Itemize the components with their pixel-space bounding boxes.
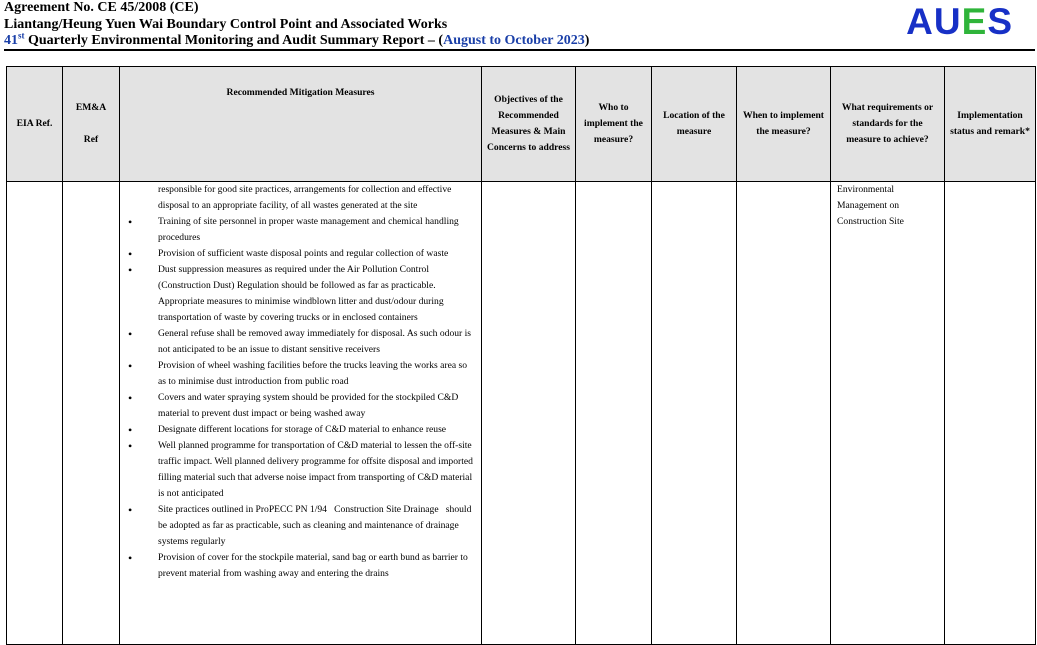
table-row [7,182,1036,645]
col-header-location: Location of the measure [652,67,737,182]
col-header-ema-ref: EM&A Ref [63,67,120,182]
report-title-close: ) [584,33,590,48]
cell-when [737,182,831,645]
project-title: Liantang/Heung Yuen Wai Boundary Control Point and Associated Works [4,16,448,32]
measure-bullet: • Covers and water spraying system should be provided for the stockpiled C&D material to prevent dust impact or being washed away [158,390,475,422]
cell-requirements [831,182,945,645]
table-header-row [7,67,1036,182]
measure-bullet: • Designate different locations for storage of C&D material to enhance reuse [158,422,475,438]
report-period: August to October 2023 [443,33,585,48]
measure-bullet: • Well planned programme for transportation of C&D material to lessen the off-site traffic impact. Well planned delivery programme for offsite disposal and imported filling material such that adverse noise impact from transporting of C&D material is not anticipated [158,438,475,502]
cell-status [945,182,1036,645]
measure-bullet: • Site practices outlined in ProPECC PN 1/94 Construction Site Drainage should be adopted as far as practicable, such as cleaning and maintenance of drainage systems regularly [158,502,475,550]
cell-who [576,182,652,645]
requirement-text: Environmental Management on Construction Site [837,184,904,227]
col-header-who: Who to implement the measure? [576,67,652,182]
mitigation-measures-table [6,66,1036,645]
report-header [4,0,589,50]
cell-location [652,182,737,645]
col-header-status: Implementation status and remark* [945,67,1036,182]
cell-objectives [482,182,576,645]
measure-bullet: • Dust suppression measures as required under the Air Pollution Control (Construction Dust) Regulation should be followed as far as practicable. Appropriate measures to minimise windblown litter and dust/odour during transportation of waste by covering trucks or in enclosed containers [158,262,475,326]
report-number-suffix: st [18,30,25,41]
measure-bullet: • Provision of sufficient waste disposal points and regular collection of waste [158,246,475,262]
measure-bullet: • Provision of cover for the stockpile material, sand bag or earth bund as barrier to prevent material from washing away and entering the drains [158,550,475,582]
col-header-objectives: Objectives of the Recommended Measures & Main Concerns to address [482,67,576,182]
col-header-eia-ref: EIA Ref. [7,67,63,182]
aues-logo: AUES [906,1,1013,42]
col-header-when: When to implement the measure? [737,67,831,182]
cell-eia-ref [7,182,63,645]
measure-bullet: • General refuse shall be removed away immediately for disposal. As such odour is not anticipated to be an issue to distant sensitive receivers [158,326,475,358]
measure-bullet: • Provision of wheel washing facilities before the trucks leaving the works area so as to minimise dust introduction from public road [158,358,475,390]
measure-continuation: responsible for good site practices, arrangements for collection and effective disposal to an appropriate facility, of all wastes generated at the site [158,184,452,211]
measure-bullet: • Training of site personnel in proper waste management and chemical handling procedures [158,214,475,246]
report-title [4,30,590,50]
cell-measures [120,182,482,645]
cell-ema-ref [63,182,120,645]
col-header-requirements: What requirements or standards for the measure to achieve? [831,67,945,182]
agreement-number: Agreement No. CE 45/2008 (CE) [4,0,199,15]
report-title-text: Quarterly Environmental Monitoring and Audit Summary Report – ( [28,33,444,48]
col-header-measures: Recommended Mitigation Measures [120,67,482,182]
header-divider [4,49,1035,51]
report-number: 41 [4,33,18,48]
